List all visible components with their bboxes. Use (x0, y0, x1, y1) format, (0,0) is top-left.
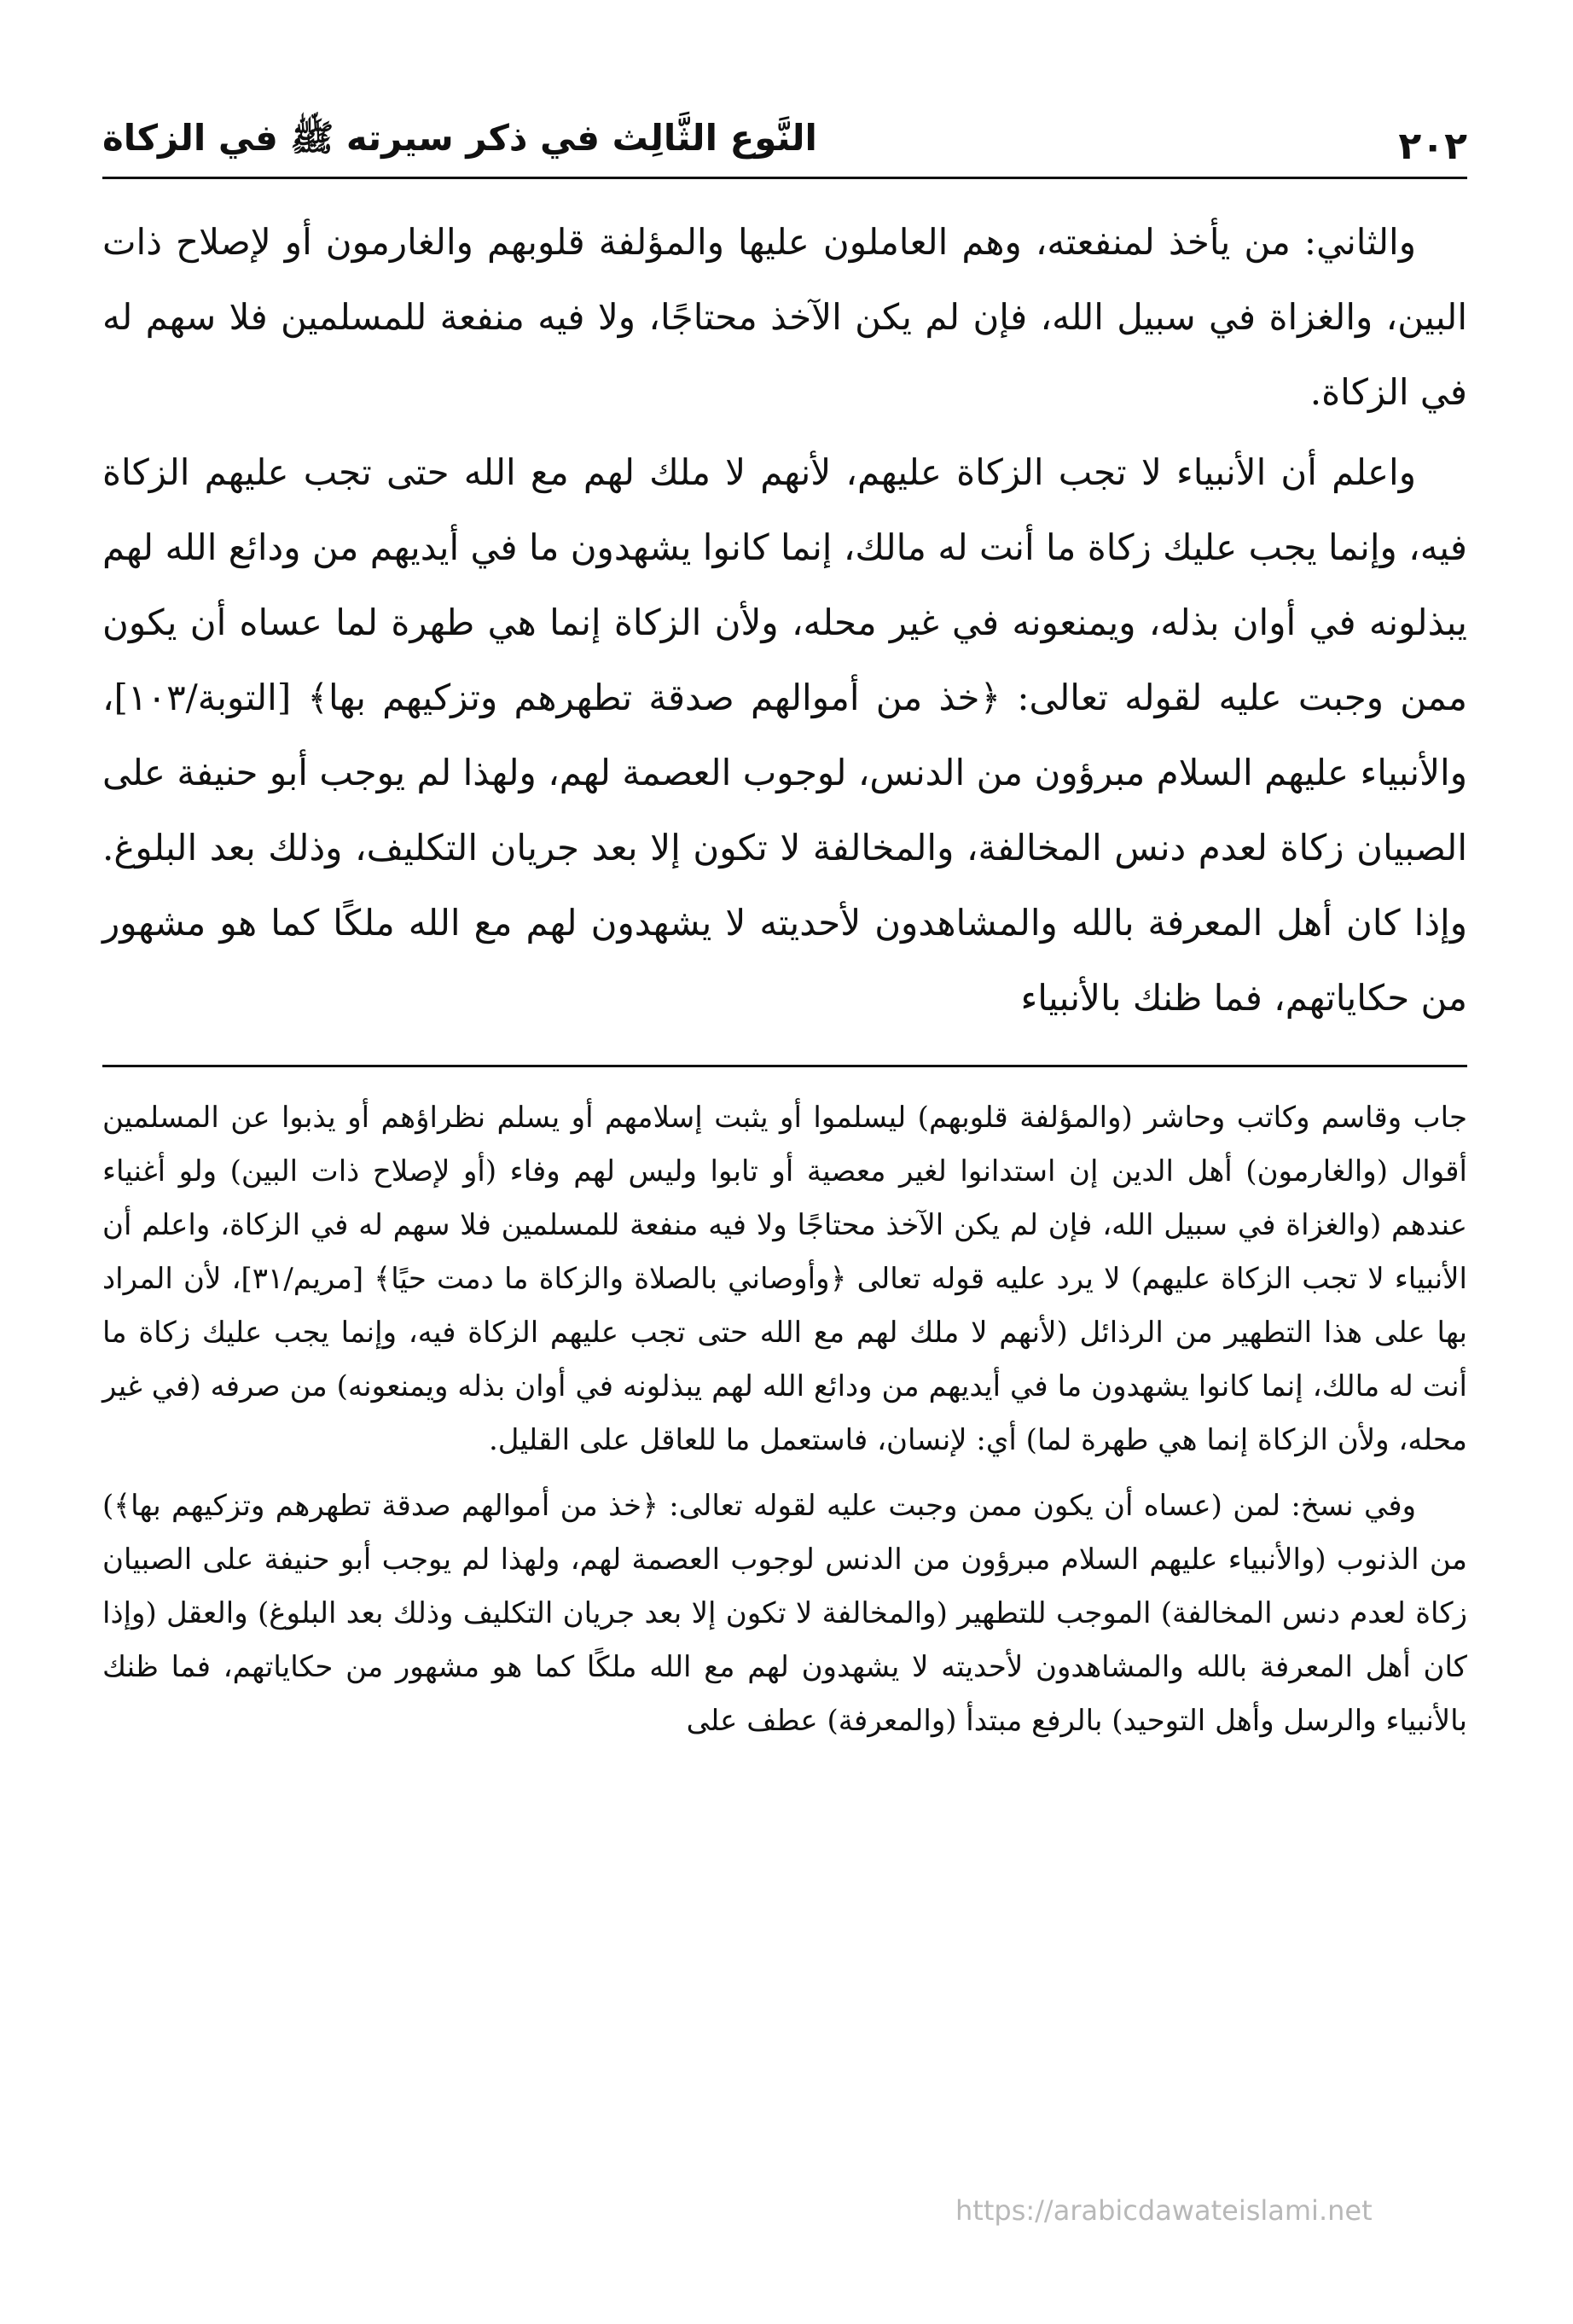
page-header (102, 94, 1467, 179)
page-number: ٢٠٢ (1398, 125, 1467, 168)
footnote-divider (102, 1065, 1467, 1067)
main-paragraph: والثاني: من يأخذ لمنفعته، وهم العاملون عليها والمؤلفة قلوبهم والغارمون أو لإصلاح ذات البين، والغزاة في سبيل الله، فإن لم يكن الآخذ محتاجًا، ولا فيه منفعة للمسلمين فلا سهم له في الزكاة. (102, 221, 1467, 413)
main-text (102, 205, 1467, 1036)
commentary-paragraph: جاب وقاسم وكاتب وحاشر (والمؤلفة قلوبهم) ليسلموا أو يثبت إسلامهم أو يسلم نظراؤهم أو يذبوا عن المسلمين أقوال (والغارمون) أهل الدين إن استدانوا لغير معصية أو تابوا وليس لهم وفاء (أو لإصلاح ذات البين) ولو أغنياء عندهم (والغزاة في سبيل الله، فإن لم يكن الآخذ محتاجًا ولا فيه منفعة للمسلمين فلا سهم له في الزكاة، واعلم أن الأنبياء لا تجب الزكاة عليهم) لا يرد عليه قوله تعالى ﴿وأوصاني بالصلاة والزكاة ما دمت حيًا﴾ [مريم/٣١]، لأن المراد بها على هذا التطهير من الرذائل (لأنهم لا ملك لهم مع الله حتى تجب عليهم الزكاة فيه، وإنما يجب عليك زكاة ما أنت له مالك، إنما كانوا يشهدون ما في أيديهم من ودائع الله لهم يبذلونه في أوان بذله ويمنعونه) من صرفه (في غير محله، ولأن الزكاة إنما هي طهرة لما) أي: لإنسان، فاستعمل ما للعاقل على القليل. (102, 1101, 1467, 1457)
commentary (102, 1091, 1467, 1748)
commentary-paragraph: وفي نسخ: لمن (عساه أن يكون ممن وجبت عليه لقوله تعالى: ﴿خذ من أموالهم صدقة تطهرهم وتزكيهم بها﴾) من الذنوب (والأنبياء عليهم السلام مبرؤون من الدنس لوجوب العصمة لهم، ولهذا لم يوجب أبو حنيفة على الصبيان زكاة لعدم دنس المخالفة) الموجب للتطهير (والمخالفة لا تكون إلا بعد جريان التكليف وذلك بعد البلوغ) والعقل (وإذا كان أهل المعرفة بالله والمشاهدون لأحديته لا يشهدون لهم مع الله ملكًا كما هو مشهور من حكاياتهم، فما ظنك بالأنبياء والرسل وأهل التوحيد) بالرفع مبتدأ (والمعرفة) عطف على (102, 1489, 1467, 1738)
source-watermark: https://arabicdawateislami.net (955, 2194, 1373, 2227)
running-title: النَّوع الثَّالِث في ذكر سيرته ﷺ في الزكاة (102, 117, 817, 159)
main-paragraph: واعلم أن الأنبياء لا تجب الزكاة عليهم، لأنهم لا ملك لهم مع الله حتى تجب عليهم الزكاة فيه، وإنما يجب عليك زكاة ما أنت له مالك، إنما كانوا يشهدون ما في أيديهم من ودائع الله لهم يبذلونه في أوان بذله، ويمنعونه في غير محله، ولأن الزكاة إنما هي طهرة لما عساه أن يكون ممن وجبت عليه لقوله تعالى: ﴿خذ من أموالهم صدقة تطهرهم وتزكيهم بها﴾ [التوبة/١٠٣]، والأنبياء عليهم السلام مبرؤون من الدنس، لوجوب العصمة لهم، ولهذا لم يوجب أبو حنيفة على الصبيان زكاة لعدم دنس المخالفة، والمخالفة لا تكون إلا بعد جريان التكليف، وذلك بعد البلوغ. وإذا كان أهل المعرفة بالله والمشاهدون لأحديته لا يشهدون لهم مع الله ملكًا كما هو مشهور من حكاياتهم، فما ظنك بالأنبياء (102, 451, 1467, 1019)
book-page (102, 94, 1467, 2278)
